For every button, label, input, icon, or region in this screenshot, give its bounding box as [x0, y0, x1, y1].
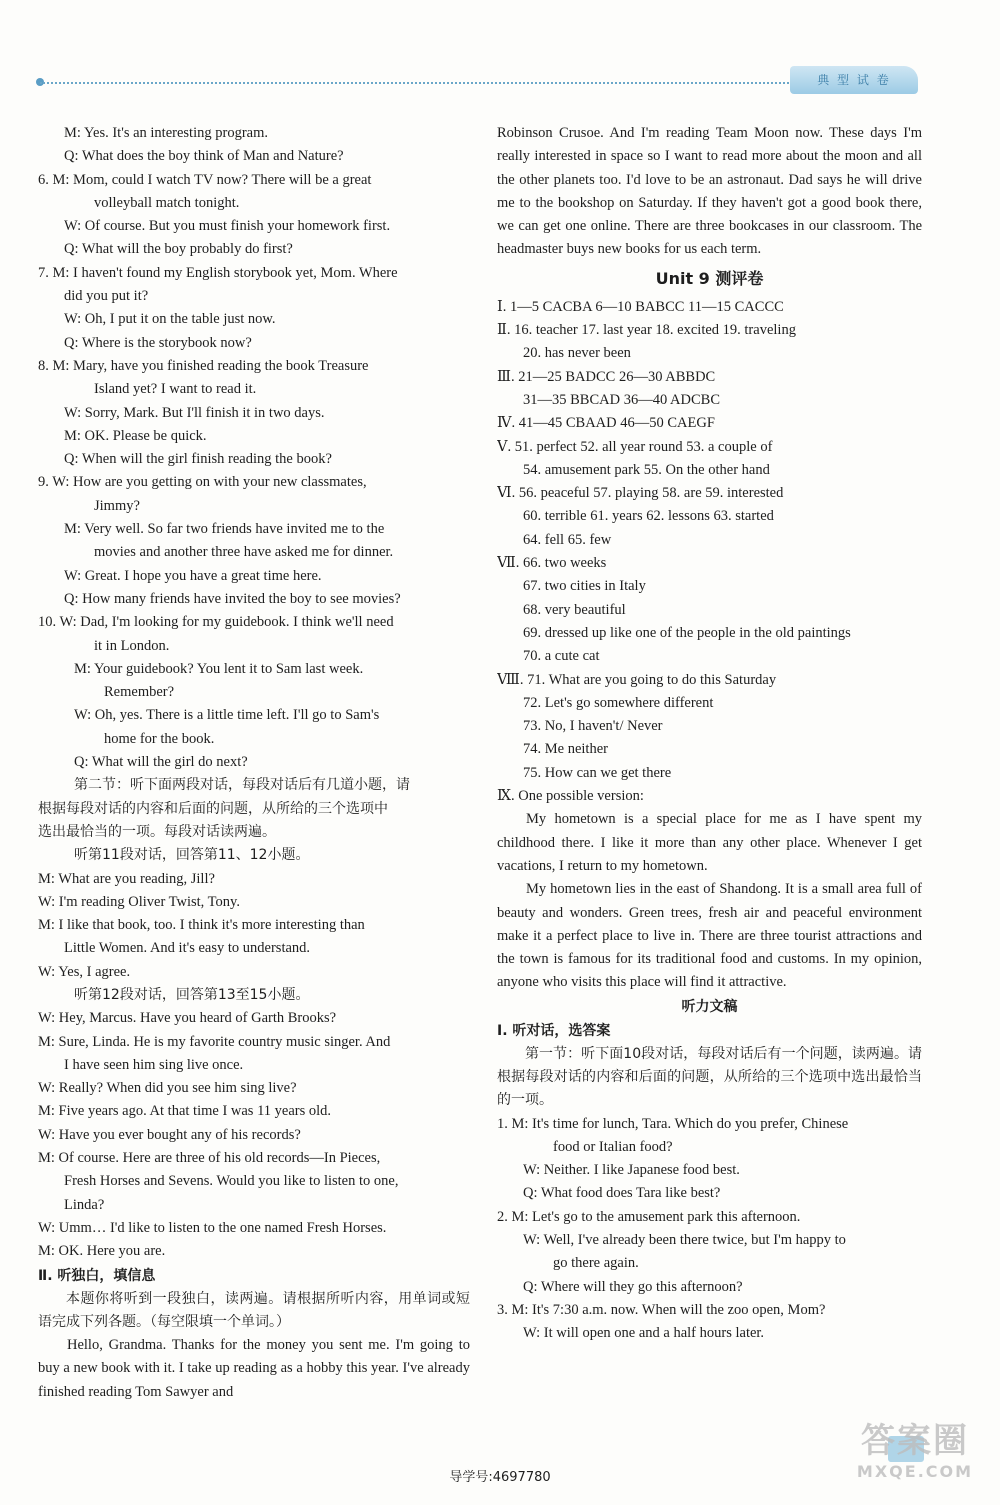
footer-code: 导学号:4697780 [449, 1470, 551, 1485]
text-line: Ⅷ. 71. What are you going to do this Saturday [497, 671, 777, 688]
text-line: 根据每段对话的内容和后面的问题，从所给的三个选项中 [38, 800, 388, 817]
text-line: Q: When will the girl finish reading the book? [64, 451, 332, 468]
text-line: M: Of course. Here are three of his old records—In Pieces, [38, 1150, 381, 1167]
section2-instruction: 本题你将听到一段独白，读两遍。请根据所听内容，用单词或短语完成下列各题。（每空限填一个单词。） [38, 1290, 470, 1330]
text-line: go there again. [553, 1255, 639, 1272]
text-line: Q: How many friends have invited the boy to see movies? [64, 590, 401, 607]
essay-paragraph: My hometown lies in the east of Shandong. It is a small area full of beauty and wonders. Green trees, fresh air and peaceful environment make it a perfect place to live in. There are three tourist attractions and the town is famous for its traditional food and customs. In my opinion, anyone who visits this place will find it attractive. [497, 881, 922, 991]
text-line: 1. M: It's time for lunch, Tara. Which do you prefer, Chinese [497, 1115, 849, 1132]
text-line: 听第12段对话，回答第13至15小题。 [74, 986, 310, 1003]
text-line: Ⅵ. 56. peaceful 57. playing 58. are 59. interested [497, 485, 784, 502]
header-tab: 典 型 试 卷 [790, 66, 918, 94]
text-line: Q: What food does Tara like best? [523, 1185, 721, 1202]
text-line: 3. M: It's 7:30 a.m. now. When will the zoo open, Mom? [497, 1301, 826, 1318]
text-line: Ⅶ. 66. two weeks [497, 555, 607, 572]
text-line: W: Have you ever bought any of his records? [38, 1126, 301, 1143]
text-line: W: Hey, Marcus. Have you heard of Garth Brooks? [38, 1010, 337, 1027]
essay [497, 808, 922, 994]
text-line: 8. M: Mary, have you finished reading the book Treasure [38, 357, 369, 374]
unit-heading: Unit 9 测评卷 [655, 268, 764, 288]
watermark-text: 答案圈 [861, 1421, 969, 1461]
text-line: 67. two cities in Italy [523, 578, 646, 595]
text-line: M: Sure, Linda. He is my favorite country music singer. And [38, 1033, 391, 1050]
text-line: 75. How can we get there [523, 764, 672, 781]
text-line: W: Oh, yes. There is a little time left. I'll go to Sam's [74, 707, 380, 724]
text-line: Q: What will the boy probably do first? [64, 241, 293, 258]
text-line: 31—35 BBCAD 36—40 ADCBC [523, 391, 720, 408]
listening-section1: Ⅰ. 听对话，选答案 [497, 1022, 611, 1039]
right-column [497, 122, 922, 1346]
text-line: M: Your guidebook? You lent it to Sam last week. [74, 660, 364, 677]
text-line: Q: What does the boy think of Man and Nature? [64, 148, 344, 165]
text-line: Q: What will the girl do next? [74, 754, 248, 771]
text-line: W: I'm reading Oliver Twist, Tony. [38, 893, 240, 910]
text-line: W: Really? When did you see him sing live? [38, 1080, 297, 1097]
text-line: M: What are you reading, Jill? [38, 870, 215, 887]
text-line: Ⅴ. 51. perfect 52. all year round 53. a couple of [497, 438, 773, 455]
text-line: W: Yes, I agree. [38, 963, 131, 980]
text-line: Ⅱ. 16. teacher 17. last year 18. excited 19. traveling [497, 322, 796, 339]
text-line: 69. dressed up like one of the people in the old paintings [523, 624, 851, 641]
text-line: did you put it? [64, 288, 149, 305]
text-line: Little Women. And it's easy to understand. [64, 940, 311, 957]
section2-heading: Ⅱ. 听独白，填信息 [38, 1267, 156, 1284]
text-line: W: Umm… I'd like to listen to the one named Fresh Horses. [38, 1219, 387, 1236]
header-dotted-line [40, 82, 800, 84]
text-line: 72. Let's go somewhere different [523, 694, 714, 711]
text-line: Q: Where will they go this afternoon? [523, 1278, 743, 1295]
text-line: Ⅸ. One possible version: [497, 788, 644, 805]
text-line: M: Very well. So far two friends have invited me to the [64, 521, 385, 538]
text-line: Ⅲ. 21—25 BADCC 26—30 ABBDC [497, 368, 716, 385]
text-line: 20. has never been [523, 345, 631, 362]
text-line: Linda? [64, 1196, 105, 1213]
text-line: 60. terrible 61. years 62. lessons 63. started [523, 508, 774, 525]
left-dialogue-block [38, 122, 470, 1264]
essay-paragraph: My hometown is a special place for me as I have spent my childhood there. I like it more than any other place. Whenever I get vacations, I return to my hometown. [497, 811, 922, 874]
listening-title: 听力文稿 [681, 998, 738, 1015]
text-line: W: Neither. I like Japanese food best. [523, 1162, 740, 1179]
text-line: M: I like that book, too. I think it's more interesting than [38, 917, 365, 934]
text-line: it in London. [94, 637, 170, 654]
text-line: home for the book. [104, 730, 215, 747]
text-line: Remember? [104, 684, 175, 701]
answer-key [497, 296, 922, 809]
text-line: volleyball match tonight. [94, 194, 240, 211]
text-line: 7. M: I haven't found my English storybook yet, Mom. Where [38, 264, 398, 281]
monologue-text: Hello, Grandma. Thanks for the money you sent me. I'm going to buy a new book with it. I take up reading as a hobby this year. I've already finished reading Tom Sawyer and [38, 1337, 470, 1400]
left-column [38, 122, 470, 1404]
text-line: M: Five years ago. At that time I was 11 years old. [38, 1103, 332, 1120]
text-line: food or Italian food? [553, 1138, 673, 1155]
text-line: 64. fell 65. few [523, 531, 612, 548]
text-line: M: OK. Here you are. [38, 1243, 166, 1260]
watermark-url: MXQE.COM [856, 1462, 974, 1481]
monologue-continuation: Robinson Crusoe. And I'm reading Team Moon now. These days I'm really interested in space so I want to read more about the moon and all the other planets too. I'd love to be an astronaut. Dad says he will drive me to the bookshop on Saturday. If they haven't got a good book there, we can get one online. There are three bookcases in our classroom. The headmaster buys new books for us each term. [497, 125, 922, 258]
text-line: 68. very beautiful [523, 601, 626, 618]
text-line: 74. Me neither [523, 741, 608, 758]
text-line: 选出最恰当的一项。每段对话读两遍。 [38, 823, 276, 840]
text-line: 9. W: How are you getting on with your new classmates, [38, 474, 367, 491]
text-line: 73. No, I haven't/ Never [523, 718, 663, 735]
text-line: 听第11段对话，回答第11、12小题。 [74, 847, 310, 864]
text-line: 2. M: Let's go to the amusement park this afternoon. [497, 1208, 801, 1225]
text-line: 第二节：听下面两段对话，每段对话后有几道小题，请 [74, 777, 410, 794]
text-line: W: Great. I hope you have a great time here. [64, 567, 322, 584]
text-line: 70. a cute cat [523, 648, 600, 665]
text-line: I have seen him sing live once. [64, 1056, 244, 1073]
text-line: Jimmy? [94, 497, 140, 514]
text-line: W: Oh, I put it on the table just now. [64, 311, 276, 328]
right-dialogue-block [497, 1113, 922, 1346]
text-line: movies and another three have asked me for dinner. [94, 544, 394, 561]
text-line: Q: Where is the storybook now? [64, 334, 252, 351]
text-line: Island yet? I want to read it. [94, 381, 257, 398]
text-line: Fresh Horses and Sevens. Would you like to listen to one, [64, 1173, 399, 1190]
text-line: Ⅰ. 1—5 CACBA 6—10 BABCC 11—15 CACCC [497, 298, 784, 315]
text-line: 6. M: Mom, could I watch TV now? There will be a great [38, 171, 372, 188]
text-line: 10. W: Dad, I'm looking for my guidebook. I think we'll need [38, 614, 394, 631]
text-line: W: It will open one and a half hours later. [523, 1325, 765, 1342]
text-line: W: Sorry, Mark. But I'll finish it in two days. [64, 404, 325, 421]
text-line: W: Well, I've already been there twice, but I'm happy to [523, 1232, 846, 1249]
listening-instruction: 第一节：听下面10段对话，每段对话后有一个问题，读两遍。请根据每段对话的内容和后面的问题，从所给的三个选项中选出最恰当的一项。 [497, 1045, 922, 1109]
text-line: W: Of course. But you must finish your homework first. [64, 218, 391, 235]
text-line: M: Yes. It's an interesting program. [64, 125, 268, 141]
text-line: 54. amusement park 55. On the other hand [523, 461, 770, 478]
text-line: Ⅳ. 41—45 CBAAD 46—50 CAEGF [497, 415, 715, 432]
text-line: M: OK. Please be quick. [64, 427, 207, 444]
